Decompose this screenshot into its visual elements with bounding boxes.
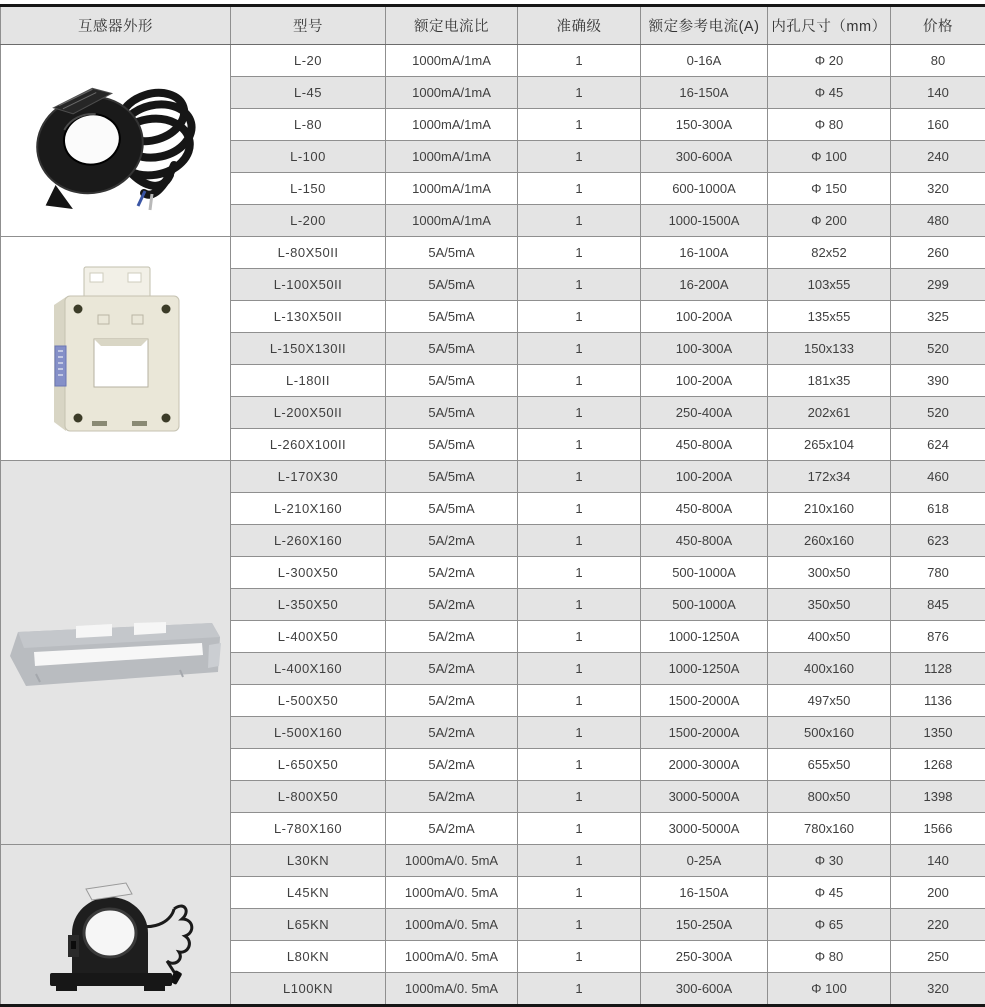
ref-current-cell: 450-800A: [641, 429, 768, 461]
hole-size-cell: 655x50: [768, 749, 891, 781]
ratio-cell: 5A/2mA: [386, 717, 518, 749]
ref-current-cell: 500-1000A: [641, 557, 768, 589]
ratio-cell: 5A/2mA: [386, 557, 518, 589]
price-cell: 320: [891, 173, 985, 205]
accuracy-cell: 1: [518, 877, 641, 909]
hole-size-cell: 400x160: [768, 653, 891, 685]
ref-current-cell: 1500-2000A: [641, 717, 768, 749]
ref-current-cell: 300-600A: [641, 141, 768, 173]
model-cell: L80KN: [231, 941, 386, 973]
model-cell: L-170X30: [231, 461, 386, 493]
ref-current-cell: 16-150A: [641, 77, 768, 109]
model-cell: L-80: [231, 109, 386, 141]
hole-size-cell: Φ 100: [768, 141, 891, 173]
model-cell: L-650X50: [231, 749, 386, 781]
model-cell: L-100: [231, 141, 386, 173]
ratio-cell: 5A/2mA: [386, 781, 518, 813]
product-image-cell-ring-ct-with-base: [1, 845, 231, 1006]
ratio-cell: 1000mA/1mA: [386, 77, 518, 109]
hole-size-cell: 497x50: [768, 685, 891, 717]
model-cell: L-260X160: [231, 525, 386, 557]
model-cell: L-130X50II: [231, 301, 386, 333]
ratio-cell: 5A/5mA: [386, 301, 518, 333]
column-header: 内孔尺寸（mm）: [768, 6, 891, 45]
ratio-cell: 5A/5mA: [386, 461, 518, 493]
accuracy-cell: 1: [518, 525, 641, 557]
ref-current-cell: 300-600A: [641, 973, 768, 1006]
ref-current-cell: 150-300A: [641, 109, 768, 141]
ratio-cell: 1000mA/0. 5mA: [386, 909, 518, 941]
price-cell: 623: [891, 525, 985, 557]
accuracy-cell: 1: [518, 653, 641, 685]
hole-size-cell: 350x50: [768, 589, 891, 621]
hole-size-cell: Φ 200: [768, 205, 891, 237]
accuracy-cell: 1: [518, 717, 641, 749]
spec-table: [0, 4, 985, 1007]
product-image-cell-square-ct: [1, 237, 231, 461]
hole-size-cell: 265x104: [768, 429, 891, 461]
price-cell: 845: [891, 589, 985, 621]
ref-current-cell: 3000-5000A: [641, 813, 768, 845]
model-cell: L-350X50: [231, 589, 386, 621]
model-cell: L45KN: [231, 877, 386, 909]
model-cell: L-210X160: [231, 493, 386, 525]
ratio-cell: 1000mA/0. 5mA: [386, 973, 518, 1006]
column-header: 互感器外形: [1, 6, 231, 45]
price-cell: 618: [891, 493, 985, 525]
accuracy-cell: 1: [518, 109, 641, 141]
ref-current-cell: 450-800A: [641, 493, 768, 525]
hole-size-cell: Φ 30: [768, 845, 891, 877]
ref-current-cell: 600-1000A: [641, 173, 768, 205]
price-cell: 140: [891, 77, 985, 109]
ref-current-cell: 100-200A: [641, 365, 768, 397]
model-cell: L-400X160: [231, 653, 386, 685]
hole-size-cell: Φ 20: [768, 45, 891, 77]
price-cell: 220: [891, 909, 985, 941]
hole-size-cell: Φ 65: [768, 909, 891, 941]
price-cell: 140: [891, 845, 985, 877]
price-cell: 876: [891, 621, 985, 653]
price-cell: 460: [891, 461, 985, 493]
ref-current-cell: 1000-1500A: [641, 205, 768, 237]
product-image-cell-slot-ct-long: [1, 461, 231, 845]
hole-size-cell: 103x55: [768, 269, 891, 301]
ratio-cell: 5A/2mA: [386, 589, 518, 621]
model-cell: L-150X130II: [231, 333, 386, 365]
hole-size-cell: 260x160: [768, 525, 891, 557]
accuracy-cell: 1: [518, 845, 641, 877]
price-cell: 624: [891, 429, 985, 461]
accuracy-cell: 1: [518, 493, 641, 525]
table-row: [1, 45, 985, 77]
ref-current-cell: 16-200A: [641, 269, 768, 301]
accuracy-cell: 1: [518, 77, 641, 109]
model-cell: L-200: [231, 205, 386, 237]
ratio-cell: 5A/2mA: [386, 813, 518, 845]
model-cell: L-500X50: [231, 685, 386, 717]
ref-current-cell: 0-25A: [641, 845, 768, 877]
accuracy-cell: 1: [518, 237, 641, 269]
ratio-cell: 5A/2mA: [386, 653, 518, 685]
model-cell: L-300X50: [231, 557, 386, 589]
accuracy-cell: 1: [518, 301, 641, 333]
price-cell: 1398: [891, 781, 985, 813]
accuracy-cell: 1: [518, 621, 641, 653]
price-cell: 325: [891, 301, 985, 333]
accuracy-cell: 1: [518, 781, 641, 813]
price-cell: 1350: [891, 717, 985, 749]
ref-current-cell: 16-150A: [641, 877, 768, 909]
hole-size-cell: 150x133: [768, 333, 891, 365]
price-cell: 1268: [891, 749, 985, 781]
price-cell: 160: [891, 109, 985, 141]
model-cell: L-100X50II: [231, 269, 386, 301]
ratio-cell: 1000mA/0. 5mA: [386, 941, 518, 973]
accuracy-cell: 1: [518, 941, 641, 973]
price-cell: 250: [891, 941, 985, 973]
square-ct-photo: [24, 249, 208, 449]
model-cell: L-780X160: [231, 813, 386, 845]
ring-ct-with-base-photo: [18, 851, 214, 999]
ref-current-cell: 1000-1250A: [641, 621, 768, 653]
ratio-cell: 5A/5mA: [386, 365, 518, 397]
price-cell: 390: [891, 365, 985, 397]
table-row: [1, 845, 985, 877]
ref-current-cell: 16-100A: [641, 237, 768, 269]
hole-size-cell: 800x50: [768, 781, 891, 813]
ref-current-cell: 450-800A: [641, 525, 768, 557]
hole-size-cell: 181x35: [768, 365, 891, 397]
accuracy-cell: 1: [518, 269, 641, 301]
ring-ct-with-cable-photo: [16, 57, 216, 225]
column-header: 额定参考电流(A): [641, 6, 768, 45]
hole-size-cell: 202x61: [768, 397, 891, 429]
accuracy-cell: 1: [518, 685, 641, 717]
hole-size-cell: Φ 150: [768, 173, 891, 205]
accuracy-cell: 1: [518, 973, 641, 1006]
accuracy-cell: 1: [518, 45, 641, 77]
model-cell: L65KN: [231, 909, 386, 941]
accuracy-cell: 1: [518, 333, 641, 365]
ratio-cell: 1000mA/0. 5mA: [386, 845, 518, 877]
price-cell: 299: [891, 269, 985, 301]
ratio-cell: 1000mA/1mA: [386, 205, 518, 237]
price-cell: 260: [891, 237, 985, 269]
model-cell: L30KN: [231, 845, 386, 877]
hole-size-cell: Φ 45: [768, 877, 891, 909]
accuracy-cell: 1: [518, 365, 641, 397]
ratio-cell: 5A/2mA: [386, 749, 518, 781]
ratio-cell: 1000mA/1mA: [386, 173, 518, 205]
price-cell: 520: [891, 397, 985, 429]
model-cell: L-20: [231, 45, 386, 77]
accuracy-cell: 1: [518, 205, 641, 237]
model-cell: L-500X160: [231, 717, 386, 749]
price-cell: 1128: [891, 653, 985, 685]
ref-current-cell: 3000-5000A: [641, 781, 768, 813]
column-header: 额定电流比: [386, 6, 518, 45]
product-image-cell-ring-ct-with-cable: [1, 45, 231, 237]
ratio-cell: 5A/5mA: [386, 237, 518, 269]
model-cell: L-80X50II: [231, 237, 386, 269]
table-row: [1, 237, 985, 269]
slot-ct-long-photo: [4, 592, 228, 714]
ratio-cell: 5A/5mA: [386, 333, 518, 365]
ratio-cell: 1000mA/1mA: [386, 109, 518, 141]
ratio-cell: 1000mA/0. 5mA: [386, 877, 518, 909]
hole-size-cell: 400x50: [768, 621, 891, 653]
price-cell: 480: [891, 205, 985, 237]
ref-current-cell: 1500-2000A: [641, 685, 768, 717]
column-header: 型号: [231, 6, 386, 45]
hole-size-cell: 82x52: [768, 237, 891, 269]
ratio-cell: 5A/5mA: [386, 429, 518, 461]
ratio-cell: 1000mA/1mA: [386, 45, 518, 77]
price-cell: 520: [891, 333, 985, 365]
hole-size-cell: 135x55: [768, 301, 891, 333]
hole-size-cell: 500x160: [768, 717, 891, 749]
column-header: 准确级: [518, 6, 641, 45]
ratio-cell: 5A/2mA: [386, 685, 518, 717]
model-cell: L100KN: [231, 973, 386, 1006]
ref-current-cell: 2000-3000A: [641, 749, 768, 781]
price-cell: 1566: [891, 813, 985, 845]
ref-current-cell: 250-400A: [641, 397, 768, 429]
ratio-cell: 5A/5mA: [386, 269, 518, 301]
model-cell: L-200X50II: [231, 397, 386, 429]
ref-current-cell: 250-300A: [641, 941, 768, 973]
ratio-cell: 5A/2mA: [386, 525, 518, 557]
model-cell: L-45: [231, 77, 386, 109]
ref-current-cell: 1000-1250A: [641, 653, 768, 685]
accuracy-cell: 1: [518, 813, 641, 845]
price-cell: 80: [891, 45, 985, 77]
model-cell: L-150: [231, 173, 386, 205]
ref-current-cell: 500-1000A: [641, 589, 768, 621]
ref-current-cell: 100-200A: [641, 461, 768, 493]
header-row: [1, 6, 985, 45]
price-cell: 780: [891, 557, 985, 589]
ratio-cell: 5A/5mA: [386, 397, 518, 429]
accuracy-cell: 1: [518, 429, 641, 461]
hole-size-cell: Φ 45: [768, 77, 891, 109]
model-cell: L-400X50: [231, 621, 386, 653]
hole-size-cell: Φ 80: [768, 109, 891, 141]
accuracy-cell: 1: [518, 909, 641, 941]
accuracy-cell: 1: [518, 589, 641, 621]
accuracy-cell: 1: [518, 397, 641, 429]
price-cell: 240: [891, 141, 985, 173]
hole-size-cell: 210x160: [768, 493, 891, 525]
price-cell: 1136: [891, 685, 985, 717]
ref-current-cell: 100-300A: [641, 333, 768, 365]
ratio-cell: 5A/2mA: [386, 621, 518, 653]
model-cell: L-260X100II: [231, 429, 386, 461]
accuracy-cell: 1: [518, 141, 641, 173]
ref-current-cell: 0-16A: [641, 45, 768, 77]
ratio-cell: 5A/5mA: [386, 493, 518, 525]
price-cell: 200: [891, 877, 985, 909]
model-cell: L-180II: [231, 365, 386, 397]
hole-size-cell: 300x50: [768, 557, 891, 589]
hole-size-cell: Φ 100: [768, 973, 891, 1006]
accuracy-cell: 1: [518, 557, 641, 589]
ref-current-cell: 100-200A: [641, 301, 768, 333]
hole-size-cell: 172x34: [768, 461, 891, 493]
price-cell: 320: [891, 973, 985, 1006]
hole-size-cell: Φ 80: [768, 941, 891, 973]
column-header: 价格: [891, 6, 985, 45]
accuracy-cell: 1: [518, 749, 641, 781]
ref-current-cell: 150-250A: [641, 909, 768, 941]
hole-size-cell: 780x160: [768, 813, 891, 845]
table-row: [1, 461, 985, 493]
accuracy-cell: 1: [518, 461, 641, 493]
accuracy-cell: 1: [518, 173, 641, 205]
model-cell: L-800X50: [231, 781, 386, 813]
ratio-cell: 1000mA/1mA: [386, 141, 518, 173]
